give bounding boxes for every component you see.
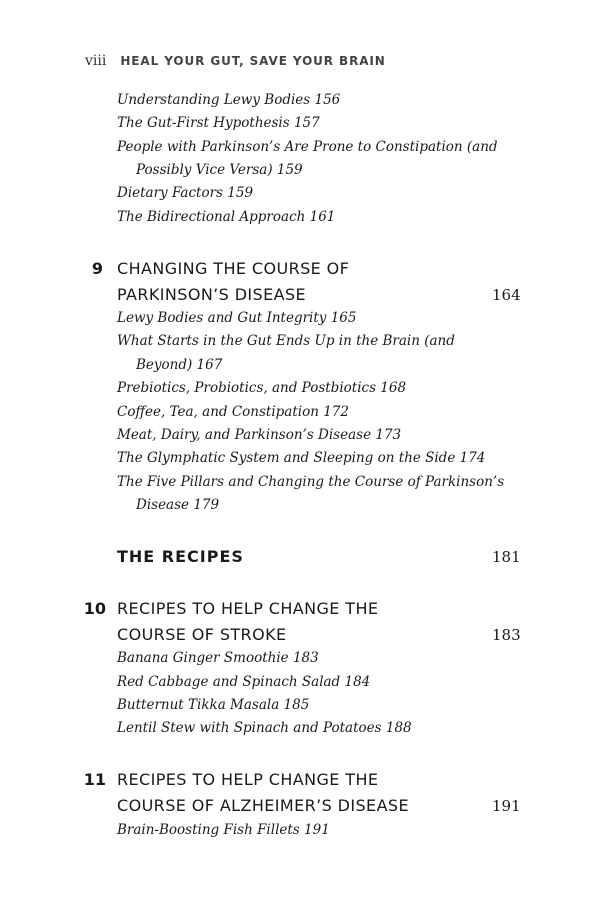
toc-entry[interactable]: The Bidirectional Approach 161 <box>117 209 336 225</box>
toc-entry-continuation[interactable]: Possibly Vice Versa) 159 <box>136 162 303 178</box>
toc-entry[interactable]: The Gut-First Hypothesis 157 <box>117 115 320 131</box>
toc-entry[interactable]: The Five Pillars and Changing the Course of Parkinson’s <box>117 474 505 490</box>
toc-entry[interactable]: Banana Ginger Smoothie 183 <box>117 650 319 666</box>
toc-entry[interactable]: Dietary Factors 159 <box>117 185 254 201</box>
toc-entry[interactable]: The Glymphatic System and Sleeping on the Side 174 <box>117 450 486 466</box>
chapter-page-number: 164 <box>492 286 521 304</box>
chapter-title[interactable]: RECIPES TO HELP CHANGE THE <box>117 770 379 789</box>
chapter-number: 10 <box>83 599 106 618</box>
toc-entry[interactable]: People with Parkinson’s Are Prone to Constipation (and <box>117 139 498 155</box>
chapter-page-number: 191 <box>492 797 521 815</box>
chapter-title[interactable]: COURSE OF ALZHEIMER’S DISEASE <box>117 796 409 815</box>
section-title[interactable]: THE RECIPES <box>117 547 244 566</box>
toc-entry[interactable]: Lentil Stew with Spinach and Potatoes 188 <box>117 720 412 736</box>
toc-entry[interactable]: Coffee, Tea, and Constipation 172 <box>117 404 349 420</box>
toc-entry[interactable]: Red Cabbage and Spinach Salad 184 <box>117 674 371 690</box>
toc-entry[interactable]: Meat, Dairy, and Parkinson’s Disease 173 <box>117 427 402 443</box>
toc-entry[interactable]: What Starts in the Gut Ends Up in the Brain (and <box>117 333 455 349</box>
toc-entry[interactable]: Understanding Lewy Bodies 156 <box>117 92 341 108</box>
chapter-title[interactable]: COURSE OF STROKE <box>117 625 287 644</box>
toc-entry[interactable]: Prebiotics, Probiotics, and Postbiotics 168 <box>117 380 407 396</box>
chapter-title[interactable]: CHANGING THE COURSE OF <box>117 259 350 278</box>
chapter-number: 11 <box>83 770 106 789</box>
running-header <box>85 53 386 69</box>
chapter-title[interactable]: RECIPES TO HELP CHANGE THE <box>117 599 379 618</box>
toc-entry-continuation[interactable]: Disease 179 <box>136 497 220 513</box>
chapter-page-number: 183 <box>492 626 521 644</box>
chapter-number: 9 <box>91 259 103 278</box>
section-page-number: 181 <box>492 548 521 566</box>
toc-entry[interactable]: Lewy Bodies and Gut Integrity 165 <box>117 310 357 326</box>
running-title: HEAL YOUR GUT, SAVE YOUR BRAIN <box>120 54 386 68</box>
toc-entry-continuation[interactable]: Beyond) 167 <box>136 357 223 373</box>
chapter-title[interactable]: PARKINSON’S DISEASE <box>117 285 307 304</box>
toc-entry[interactable]: Brain-Boosting Fish Fillets 191 <box>117 822 330 838</box>
page-folio: viii <box>85 53 107 69</box>
toc-entry[interactable]: Butternut Tikka Masala 185 <box>117 697 310 713</box>
